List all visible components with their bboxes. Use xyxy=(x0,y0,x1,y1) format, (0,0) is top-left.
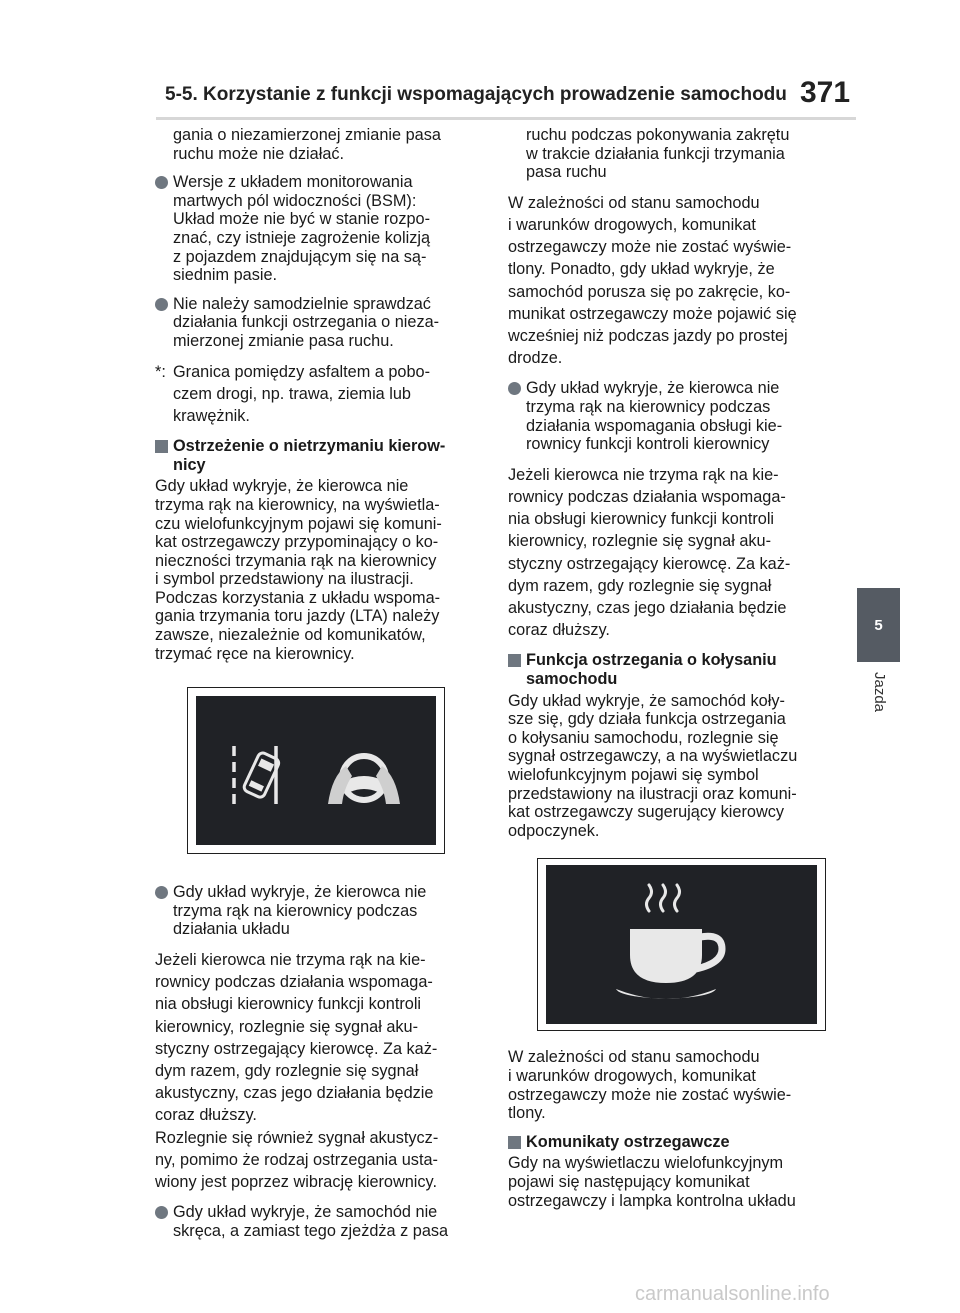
bullet-icon xyxy=(155,1206,168,1219)
text-line: znać, czy istnieje zagrożenie kolizją xyxy=(173,228,431,247)
text-line: Funkcja ostrzegania o kołysaniu xyxy=(526,651,777,670)
footnote-mark: *: xyxy=(155,362,166,381)
text-line: trzyma rąk na kierownicy, na wyświetla- xyxy=(155,495,440,514)
bullet-item xyxy=(155,295,477,351)
text-line: siednim pasie. xyxy=(173,266,278,285)
bullet-icon xyxy=(508,382,521,395)
text-line: ostrzegawczy może nie zostać wyświe- xyxy=(508,1085,792,1104)
text-line: sygnał ostrzegawczy, a na wyświetlaczu xyxy=(508,747,798,766)
text-line: W zależności od stanu samochodu xyxy=(508,1048,760,1067)
text-line: Gdy układ wykryje, że samochód nie xyxy=(173,1203,438,1222)
text-line: odpoczynek. xyxy=(508,821,600,840)
text-line: nia obsługi kierownicy funkcji kontroli xyxy=(155,995,422,1014)
paragraph xyxy=(508,1154,830,1210)
text-line: coraz dłuższy. xyxy=(508,621,610,640)
text-line: rownicy podczas działania wspomaga- xyxy=(155,973,433,992)
text-line: Rozlegnie się również sygnał akustycz- xyxy=(155,1128,439,1147)
bullet-item xyxy=(508,379,830,453)
text-line: Układ może nie być w stanie rozpo- xyxy=(173,210,430,229)
bullet-item xyxy=(155,883,477,939)
text-line: Jeżeli kierowca nie trzyma rąk na kie- xyxy=(155,951,426,970)
text-line: akustyczny, czas jego działania będzie xyxy=(508,599,787,617)
text-line: Gdy na wyświetlaczu wielofunkcyjnym xyxy=(508,1154,784,1173)
text-line: Ostrzeżenie o nietrzymaniu kierow- xyxy=(173,437,446,456)
text-line: gania o niezamierzonej zmianie pasa xyxy=(173,126,441,144)
paragraph xyxy=(508,126,830,182)
section-heading xyxy=(155,437,477,474)
text-line: Gdy układ wykryje, że kierowca nie xyxy=(526,379,780,398)
text-line: przedstawiony na ilustracji oraz komuni- xyxy=(508,784,797,803)
text-line: nia obsługi kierownicy funkcji kontroli xyxy=(508,510,775,529)
paragraph xyxy=(508,1048,830,1122)
text-line: wcześniej niż podczas jazdy po prostej xyxy=(508,327,788,345)
text-line: nieczności trzymania rąk na kierownicy xyxy=(155,551,437,570)
sway-warning-illustration xyxy=(537,858,826,1031)
text-line: zawsze, niezależnie od komunikatów, xyxy=(155,626,426,645)
text-line: kierownicy, rozlegnie się sygnał aku- xyxy=(155,1017,419,1036)
text-line: działania wspomagania obsługi kie- xyxy=(526,416,783,435)
text-line: drodze. xyxy=(508,349,563,368)
text-line: kierownicy, rozlegnie się sygnał aku- xyxy=(508,532,772,551)
text-line: i warunków drogowych, komunikat xyxy=(508,1066,756,1085)
text-line: ostrzegawczy może nie zostać wyświe- xyxy=(508,238,792,257)
text-line: Wersje z układem monitorowania xyxy=(173,173,413,192)
text-line: coraz dłuższy. xyxy=(155,1106,257,1125)
text-line: Podczas korzystania z układu wspoma- xyxy=(155,588,441,607)
text-line: tlony. Ponadto, gdy układ wykryje, że xyxy=(508,260,775,279)
footnote xyxy=(155,361,477,428)
chapter-number: 5 xyxy=(874,616,883,634)
page-number: 371 xyxy=(800,76,851,109)
text-line: i symbol przedstawiony na ilustracji. xyxy=(155,570,414,589)
lta-warning-illustration xyxy=(187,687,445,854)
section-square-icon xyxy=(155,440,168,453)
text-line: ostrzegawczy i lampka kontrolna układu xyxy=(508,1191,796,1210)
text-line: pasa ruchu xyxy=(526,163,607,182)
text-line: styczny ostrzegający kierowcę. Za każ- xyxy=(155,1039,438,1058)
text-line: czem drogi, np. trawa, ziemia lub xyxy=(173,384,411,403)
paragraph xyxy=(508,464,830,642)
page-header-title: 5-5. Korzystanie z funkcji wspomagających prowadzenie samochodu xyxy=(165,84,787,105)
bullet-icon xyxy=(155,298,168,311)
text-line: tlony. xyxy=(508,1104,546,1123)
text-line: rownicy funkcji kontroli kierownicy xyxy=(526,435,770,454)
text-line: ny, pomimo że rodzaj ostrzegania usta- xyxy=(155,1150,438,1169)
text-line: wiony jest poprzez wibrację kierownicy. xyxy=(155,1173,438,1192)
text-line: czu wielofunkcyjnym pojawi się komuni- xyxy=(155,514,442,533)
text-line: rownicy podczas działania wspomaga- xyxy=(508,487,786,506)
text-line: munikat ostrzegawczy może pojawić się xyxy=(508,304,797,323)
text-line: Komunikaty ostrzegawcze xyxy=(526,1132,730,1151)
hands-on-steering-wheel-icon xyxy=(328,756,400,804)
text-line: Nie należy samodzielnie sprawdzać xyxy=(173,294,431,313)
text-line: nicy xyxy=(173,455,206,474)
paragraph xyxy=(155,477,477,663)
bullet-icon xyxy=(155,176,168,189)
text-line: kat ostrzegawczy przypominający o ko- xyxy=(155,533,439,552)
text-line: skręca, a zamiast tego zjeżdża z pasa xyxy=(173,1221,449,1240)
watermark: carmanualsonline.info xyxy=(635,1283,830,1305)
coffee-cup-icon xyxy=(546,865,817,1024)
text-line: z pojazdem znajdującym się na są- xyxy=(173,247,427,266)
text-line: gania trzymania toru jazdy (LTA) należy xyxy=(155,607,440,626)
lane-departure-car-icon xyxy=(196,696,436,845)
bullet-item xyxy=(155,1203,477,1240)
section-heading xyxy=(508,651,830,688)
text-line: styczny ostrzegający kierowcę. Za każ- xyxy=(508,554,791,573)
text-line: działania funkcji ostrzegania o nieza- xyxy=(173,313,440,332)
header-rule xyxy=(156,117,856,120)
text-line: pojawi się następujący komunikat xyxy=(508,1172,750,1191)
section-square-icon xyxy=(508,654,521,667)
text-line: o kołysaniu samochodu, rozlegnie się xyxy=(508,728,779,747)
text-line: działania układu xyxy=(173,920,290,939)
section-heading xyxy=(508,1133,830,1152)
paragraph xyxy=(508,192,830,370)
text-line: Jeżeli kierowca nie trzyma rąk na kie- xyxy=(508,465,779,484)
text-line: trzymać ręce na kierownicy. xyxy=(155,644,355,663)
text-line: mierzonej zmianie pasa ruchu. xyxy=(173,331,394,350)
text-line: martwych pól widoczności (BSM): xyxy=(173,191,417,210)
text-line: wielofunkcyjnym pojawi się symbol xyxy=(508,765,759,784)
text-line: Gdy układ wykryje, że kierowca nie xyxy=(173,883,427,902)
text-line: W zależności od stanu samochodu xyxy=(508,193,760,212)
text-line: ruchu podczas pokonywania zakrętu xyxy=(526,126,790,144)
text-line: akustyczny, czas jego działania będzie xyxy=(155,1084,434,1103)
text-line: Gdy układ wykryje, że samochód koły- xyxy=(508,691,785,710)
right-column xyxy=(508,126,830,1220)
text-line: dym razem, gdy rozlegnie się sygnał xyxy=(508,576,772,595)
chapter-label: Jazda xyxy=(871,672,888,713)
text-line: samochodu xyxy=(526,670,618,688)
section-square-icon xyxy=(508,1136,521,1149)
text-line: Gdy układ wykryje, że kierowca nie xyxy=(155,477,409,496)
text-line: dym razem, gdy rozlegnie się sygnał xyxy=(155,1062,419,1081)
bullet-icon xyxy=(155,886,168,899)
text-line: krawężnik. xyxy=(173,406,250,425)
text-line: w trakcie działania funkcji trzymania xyxy=(526,144,785,163)
bullet-item xyxy=(155,173,477,285)
paragraph xyxy=(155,126,477,163)
text-line: ruchu może nie działać. xyxy=(173,144,345,163)
paragraph xyxy=(508,692,830,841)
text-line: trzyma rąk na kierownicy podczas xyxy=(526,398,771,416)
text-line: i warunków drogowych, komunikat xyxy=(508,215,756,234)
text-line: kat ostrzegawczy sugerujący kierowcy xyxy=(508,803,784,822)
text-line: trzyma rąk na kierownicy podczas xyxy=(173,901,418,920)
text-line: sze się, gdy działa funkcja ostrzegania xyxy=(508,710,786,729)
paragraph xyxy=(155,949,477,1193)
text-line: samochód porusza się po zakręcie, ko- xyxy=(508,282,791,301)
chapter-tab xyxy=(857,588,900,662)
text-line: Granica pomiędzy asfaltem a pobo- xyxy=(173,362,431,381)
